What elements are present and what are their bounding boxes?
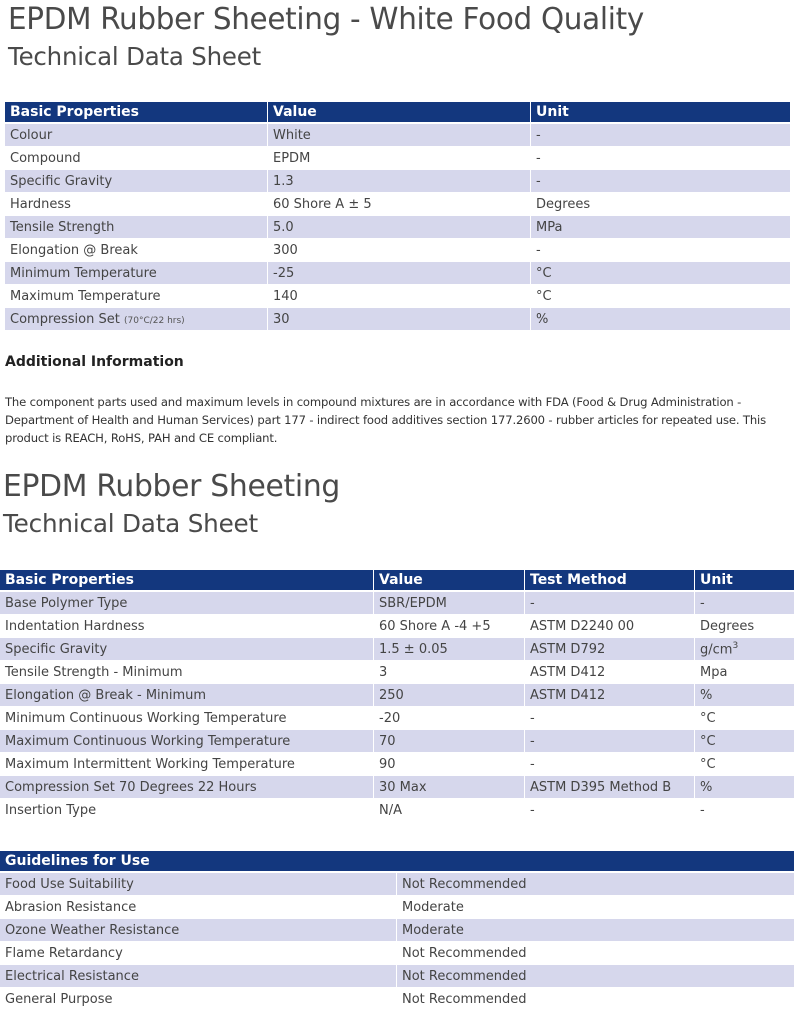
property-cell: Base Polymer Type — [0, 592, 374, 615]
method-cell: ASTM D412 — [525, 661, 695, 684]
property-cell: Specific Gravity — [0, 638, 374, 661]
table-row — [0, 753, 795, 776]
property-cell: Elongation @ Break — [5, 239, 268, 262]
unit-cell: % — [531, 308, 791, 331]
rating-cell: Not Recommended — [397, 942, 795, 965]
header-unit: Unit — [531, 102, 791, 124]
unit-cell: - — [531, 147, 791, 170]
additional-info-text: The component parts used and maximum levels in compound mixtures are in accordance with FDA (Food & Drug Administration - Department of Health and Human Services) part 177 - indirect food additives section 177.2600 - rubber articles for repeated use. This product is REACH, RoHS, PAH and CE compliant. — [5, 395, 766, 445]
method-cell: - — [525, 592, 695, 615]
table-row — [5, 170, 791, 193]
unit-cell: % — [695, 684, 795, 707]
method-cell: - — [525, 799, 695, 822]
table-row — [0, 638, 795, 661]
property-cell — [5, 308, 268, 331]
table-row — [0, 942, 795, 965]
unit-cell — [695, 638, 795, 661]
table-row — [0, 684, 795, 707]
property-note: (70°C/22 hrs) — [123, 315, 185, 326]
sheet2-title: EPDM Rubber Sheeting — [3, 469, 340, 504]
use-cell: Food Use Suitability — [0, 873, 397, 896]
value-cell: 90 — [374, 753, 525, 776]
unit-cell: MPa — [531, 216, 791, 239]
table-row — [0, 965, 795, 988]
method-cell: - — [525, 753, 695, 776]
property-cell: Compound — [5, 147, 268, 170]
property-cell: Hardness — [5, 193, 268, 216]
unit-cell: Mpa — [695, 661, 795, 684]
method-cell: - — [525, 730, 695, 753]
unit-cell: Degrees — [695, 615, 795, 638]
table-row — [0, 592, 795, 615]
use-cell: General Purpose — [0, 988, 397, 1011]
unit-cell: - — [695, 799, 795, 822]
table-header-row — [5, 102, 791, 124]
use-cell: Abrasion Resistance — [0, 896, 397, 919]
value-cell: -25 — [268, 262, 531, 285]
unit-cell: °C — [695, 753, 795, 776]
rating-cell: Not Recommended — [397, 988, 795, 1011]
table-row — [5, 124, 791, 147]
unit-superscript: 3 — [732, 640, 739, 651]
property-cell: Colour — [5, 124, 268, 147]
rating-cell: Moderate — [397, 919, 795, 942]
table-row — [5, 147, 791, 170]
guidelines-table — [0, 851, 795, 1011]
table-row — [0, 988, 795, 1011]
value-cell: 140 — [268, 285, 531, 308]
property-cell: Indentation Hardness — [0, 615, 374, 638]
table-row — [0, 873, 795, 896]
value-cell: 3 — [374, 661, 525, 684]
value-cell: 60 Shore A ± 5 — [268, 193, 531, 216]
value-cell: 30 — [268, 308, 531, 331]
unit-cell: °C — [695, 730, 795, 753]
additional-info-heading: Additional Information — [5, 354, 184, 370]
property-cell: Maximum Continuous Working Temperature — [0, 730, 374, 753]
use-cell: Ozone Weather Resistance — [0, 919, 397, 942]
property-cell: Minimum Continuous Working Temperature — [0, 707, 374, 730]
table-row — [0, 730, 795, 753]
table-row — [5, 239, 791, 262]
property-cell: Maximum Intermittent Working Temperature — [0, 753, 374, 776]
table-row — [0, 776, 795, 799]
header-value: Value — [374, 570, 525, 592]
property-cell: Insertion Type — [0, 799, 374, 822]
value-cell: N/A — [374, 799, 525, 822]
value-cell: SBR/EPDM — [374, 592, 525, 615]
property-cell: Compression Set 70 Degrees 22 Hours — [0, 776, 374, 799]
value-cell: 60 Shore A -4 +5 — [374, 615, 525, 638]
value-cell: 70 — [374, 730, 525, 753]
unit-cell: - — [531, 170, 791, 193]
sheet1-properties-table — [5, 102, 791, 331]
unit-cell: °C — [531, 262, 791, 285]
table-row — [0, 615, 795, 638]
table-row — [0, 661, 795, 684]
rating-cell: Not Recommended — [397, 873, 795, 896]
sheet1-subtitle: Technical Data Sheet — [8, 42, 261, 71]
header-value: Value — [268, 102, 531, 124]
property-cell: Elongation @ Break - Minimum — [0, 684, 374, 707]
header-basic-properties: Basic Properties — [0, 570, 374, 592]
method-cell: ASTM D412 — [525, 684, 695, 707]
header-unit: Unit — [695, 570, 795, 592]
property-label: Compression Set — [10, 311, 120, 327]
sheet2-properties-table — [0, 570, 795, 822]
unit-cell: °C — [695, 707, 795, 730]
unit-cell: - — [531, 124, 791, 147]
unit-cell: - — [531, 239, 791, 262]
rating-cell: Moderate — [397, 896, 795, 919]
unit-base: g/cm — [700, 642, 733, 658]
table-row — [0, 707, 795, 730]
method-cell: ASTM D792 — [525, 638, 695, 661]
method-cell: ASTM D2240 00 — [525, 615, 695, 638]
value-cell: 250 — [374, 684, 525, 707]
table-row — [0, 919, 795, 942]
table-header-row — [0, 851, 795, 873]
table-row — [5, 308, 791, 331]
value-cell: 30 Max — [374, 776, 525, 799]
table-row — [5, 285, 791, 308]
property-cell: Tensile Strength - Minimum — [0, 661, 374, 684]
table-row — [5, 262, 791, 285]
table-header-row — [0, 570, 795, 592]
table-row — [0, 896, 795, 919]
value-cell: 5.0 — [268, 216, 531, 239]
table-row — [0, 799, 795, 822]
value-cell: EPDM — [268, 147, 531, 170]
property-cell: Maximum Temperature — [5, 285, 268, 308]
sheet2-subtitle: Technical Data Sheet — [3, 509, 258, 538]
header-guidelines: Guidelines for Use — [0, 851, 795, 873]
unit-cell: - — [695, 592, 795, 615]
value-cell: -20 — [374, 707, 525, 730]
table-row — [5, 216, 791, 239]
property-cell: Specific Gravity — [5, 170, 268, 193]
header-test-method: Test Method — [525, 570, 695, 592]
unit-cell: °C — [531, 285, 791, 308]
method-cell: ASTM D395 Method B — [525, 776, 695, 799]
property-cell: Minimum Temperature — [5, 262, 268, 285]
use-cell: Flame Retardancy — [0, 942, 397, 965]
value-cell: 1.3 — [268, 170, 531, 193]
rating-cell: Not Recommended — [397, 965, 795, 988]
value-cell: White — [268, 124, 531, 147]
value-cell: 1.5 ± 0.05 — [374, 638, 525, 661]
use-cell: Electrical Resistance — [0, 965, 397, 988]
value-cell: 300 — [268, 239, 531, 262]
unit-cell: % — [695, 776, 795, 799]
unit-cell: Degrees — [531, 193, 791, 216]
sheet1-title: EPDM Rubber Sheeting - White Food Quality — [8, 2, 644, 37]
method-cell: - — [525, 707, 695, 730]
property-cell: Tensile Strength — [5, 216, 268, 239]
table-row — [5, 193, 791, 216]
header-basic-properties: Basic Properties — [5, 102, 268, 124]
